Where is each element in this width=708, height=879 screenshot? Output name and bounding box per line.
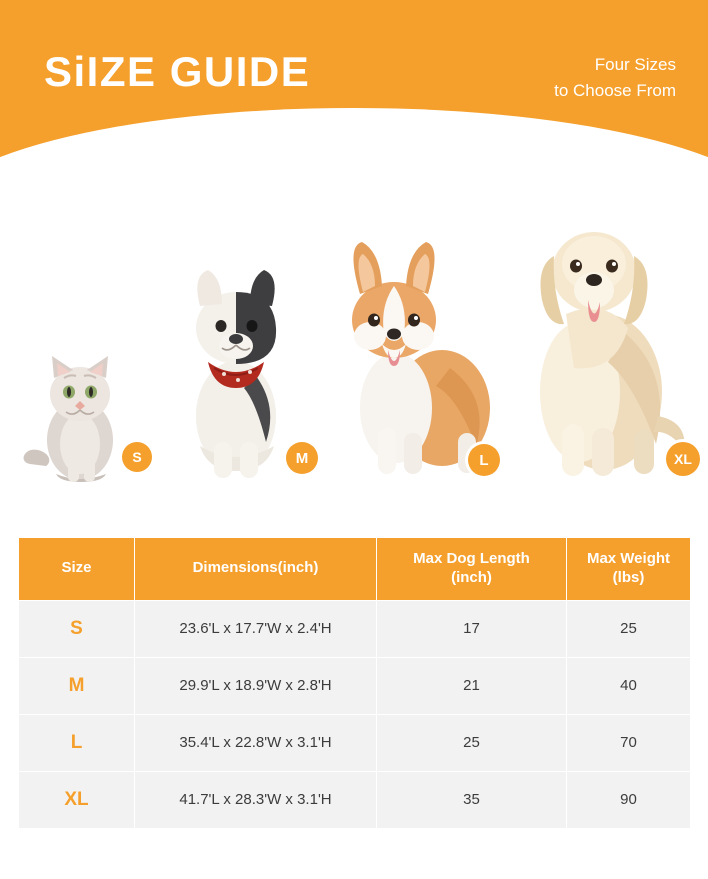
cell-max-length: 17 — [377, 600, 567, 657]
page-title: SiIZE GUIDE — [44, 48, 311, 95]
golden-retriever-illustration — [508, 202, 694, 490]
table-row — [19, 600, 691, 657]
cell-dimensions: 23.6'L x 17.7'W x 2.4'H — [135, 600, 377, 657]
header-max-dog-length — [377, 538, 567, 601]
cell-max-length: 25 — [377, 714, 567, 771]
badge-size-m: M — [286, 442, 318, 474]
size-table-wrapper — [18, 537, 690, 829]
header-max-dog-length-line2: (inch) — [451, 568, 492, 586]
animal-cat — [18, 304, 148, 484]
header-max-weight-line1: Max Weight — [586, 550, 671, 567]
cell-size: S — [19, 600, 135, 657]
animal-french-bulldog — [164, 256, 314, 486]
animal-corgi — [330, 228, 502, 488]
animal-illustrations — [0, 172, 708, 492]
header-curve-decoration — [0, 108, 708, 160]
cell-dimensions: 41.7'L x 28.3'W x 3.1'H — [135, 771, 377, 828]
header-max-weight-line2: (lbs) — [612, 568, 645, 586]
cell-max-weight: 40 — [567, 657, 691, 714]
cell-dimensions: 35.4'L x 22.8'W x 3.1'H — [135, 714, 377, 771]
header-subtitle-line2: to Choose From — [554, 80, 676, 100]
animal-golden-retriever — [508, 202, 694, 490]
badge-size-xl: XL — [666, 442, 700, 476]
cell-size: XL — [19, 771, 135, 828]
cell-max-weight: 70 — [567, 714, 691, 771]
header-max-dog-length-line1: Max Dog Length — [413, 550, 530, 567]
badge-size-s: S — [122, 442, 152, 472]
size-table — [18, 537, 691, 829]
header-dimensions: Dimensions(inch) — [135, 538, 377, 601]
header-subtitle-line1: Four Sizes — [594, 55, 676, 74]
header-banner — [0, 0, 708, 160]
cell-size: M — [19, 657, 135, 714]
header-subtitle — [554, 52, 676, 103]
header-max-weight — [567, 538, 691, 601]
cell-max-length: 21 — [377, 657, 567, 714]
cell-max-weight: 90 — [567, 771, 691, 828]
table-row — [19, 771, 691, 828]
cell-size: L — [19, 714, 135, 771]
table-row — [19, 657, 691, 714]
badge-size-l: L — [468, 444, 500, 476]
table-row — [19, 714, 691, 771]
cell-dimensions: 29.9'L x 18.9'W x 2.8'H — [135, 657, 377, 714]
cell-max-length: 35 — [377, 771, 567, 828]
cell-max-weight: 25 — [567, 600, 691, 657]
table-header-row — [19, 538, 691, 601]
header-size: Size — [19, 538, 135, 601]
